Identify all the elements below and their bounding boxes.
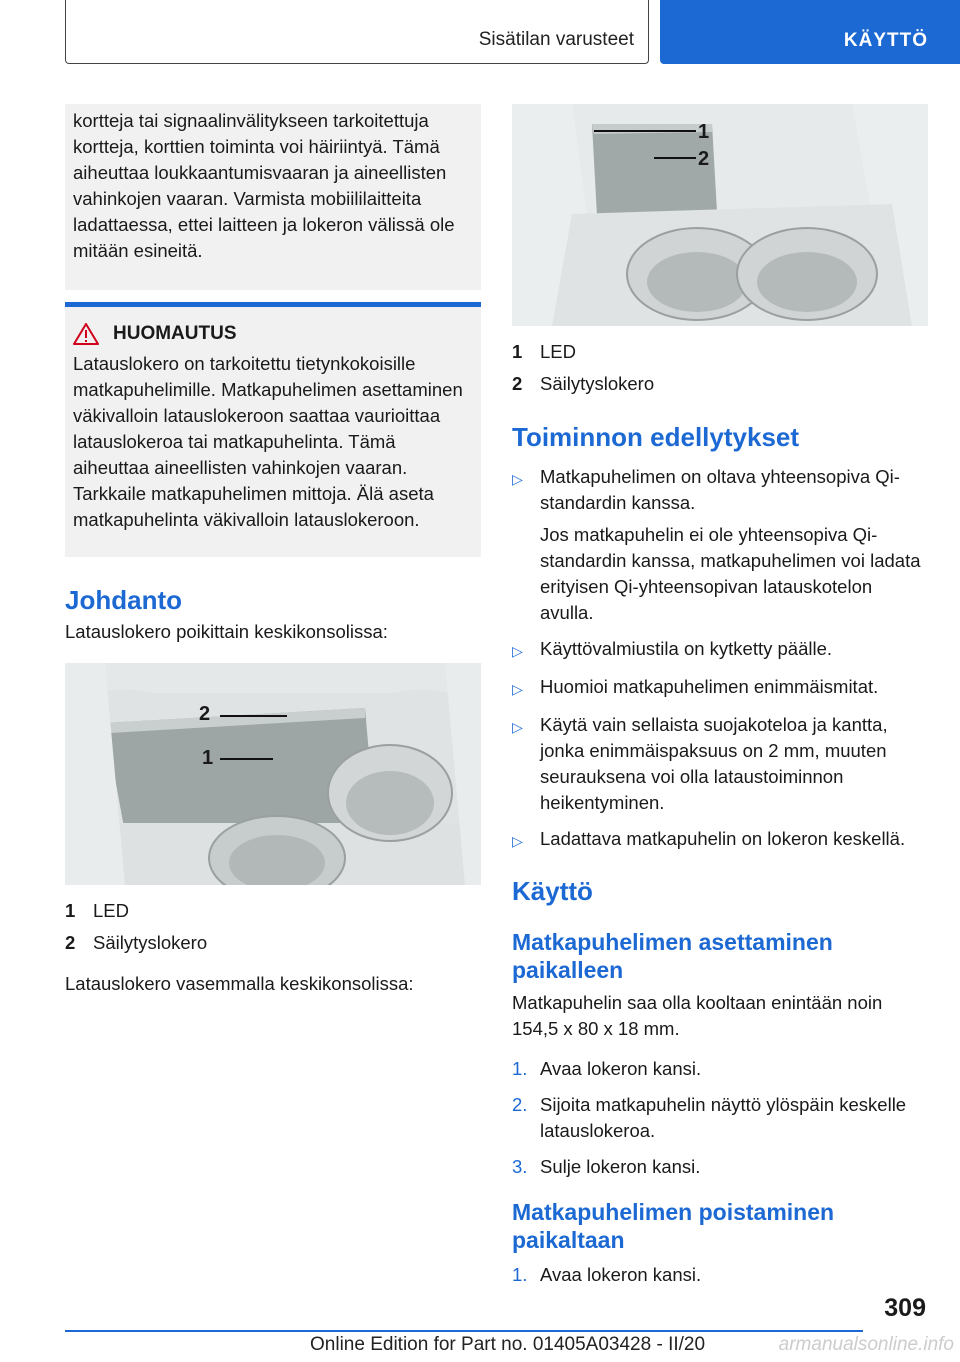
list-item — [512, 674, 928, 702]
notice-text: Latauslokero on tarkoitettu tietynkokoisille matkapuhelimille. Matkapuhelimen asettaminen väkivalloin latauslokeroon saattaa vaurioittaa latauslokeroa tai matkapuhelinta. Tämä aiheuttaa aineellisten vahinkojen vaaran. Tarkkaile matkapuhelimen mittoja. Älä aseta matkapuhelinta väkivalloin latauslokeroon. — [73, 353, 463, 530]
heading-use: Käyttö — [512, 876, 593, 906]
place-steps — [512, 1056, 928, 1180]
step-text: Sijoita matkapuhelin näyttö ylöspäin keskelle latauslokeroa. — [540, 1094, 907, 1141]
photo-label-1: 1 — [698, 121, 710, 143]
remove-steps — [512, 1262, 928, 1288]
triangle-bullet-icon: ▷ — [512, 719, 523, 735]
notice-box — [65, 302, 481, 557]
step-item — [512, 1262, 928, 1288]
photo-label-1: 1 — [202, 747, 214, 769]
legend-num: 1 — [512, 341, 523, 362]
list-item — [512, 712, 928, 816]
legend-item — [512, 336, 928, 368]
console-illustration — [65, 663, 481, 885]
step-item — [512, 1154, 928, 1180]
console-illustration-2 — [512, 104, 928, 326]
section-title: Sisätilan varusteet — [478, 29, 634, 50]
header-section-box — [65, 0, 649, 64]
console-photo-left — [512, 104, 928, 326]
legend-item — [65, 895, 481, 927]
step-num: 3. — [512, 1156, 528, 1177]
triangle-bullet-icon: ▷ — [512, 643, 523, 659]
step-num: 1. — [512, 1264, 528, 1285]
triangle-bullet-icon: ▷ — [512, 833, 523, 849]
right-column — [512, 104, 928, 1298]
legend-text: LED — [93, 900, 129, 921]
list-item-text: Käyttövalmiustila on kytketty päälle. — [540, 638, 833, 659]
triangle-bullet-icon: ▷ — [512, 681, 523, 697]
warning-continuation — [65, 104, 481, 290]
step-item — [512, 1092, 928, 1144]
photo-label-2: 2 — [698, 148, 710, 170]
legend-left — [65, 895, 481, 959]
left-column — [65, 104, 481, 997]
intro-text: Latauslokero poikittain keskikonsolissa: — [65, 621, 388, 642]
legend-right — [512, 336, 928, 400]
step-item — [512, 1056, 928, 1082]
list-item — [512, 636, 928, 664]
list-item-text: Matkapuhelimen on oltava yhteensopiva Qi-standardin kanssa. — [540, 466, 900, 513]
watermark: armanualsonline.info — [778, 1334, 954, 1355]
header-chapter-tab[interactable] — [660, 0, 960, 64]
notice-title: HUOMAUTUS — [113, 323, 237, 344]
step-text: Avaa lokeron kansi. — [540, 1058, 702, 1079]
after-text: Latauslokero vasemmalla keskikonsolissa: — [65, 973, 414, 994]
step-num: 1. — [512, 1058, 528, 1079]
notice-header — [73, 321, 473, 347]
list-item — [512, 464, 928, 626]
legend-item — [65, 927, 481, 959]
legend-text: Säilytyslokero — [93, 932, 208, 953]
photo-label-2: 2 — [199, 703, 211, 725]
step-text: Avaa lokeron kansi. — [540, 1264, 702, 1285]
requirements-list — [512, 464, 928, 854]
legend-item — [512, 368, 928, 400]
step-num: 2. — [512, 1094, 528, 1115]
heading-remove: Matkapuhelimen poistaminen paikaltaan — [512, 1199, 835, 1253]
footer-divider — [65, 1330, 863, 1332]
list-item — [512, 826, 928, 854]
list-item-text: Huomioi matkapuhelimen enimmäismitat. — [540, 676, 879, 697]
legend-text: Säilytyslokero — [540, 373, 655, 394]
heading-place: Matkapuhelimen asettaminen paikalleen — [512, 929, 833, 983]
list-item-subtext: Jos matkapuhelin ei ole yhteensopiva Qi-standardin kanssa, matkapuhelimen voi ladata erityisen Qi-yhteensopivan latauskotelon avulla. — [540, 524, 921, 623]
list-item-text: Ladattava matkapuhelin on lokeron keskellä. — [540, 828, 906, 849]
chapter-title: KÄYTTÖ — [843, 30, 928, 51]
step-text: Sulje lokeron kansi. — [540, 1156, 701, 1177]
heading-johdanto: Johdanto — [65, 585, 182, 615]
legend-num: 2 — [65, 932, 76, 953]
triangle-bullet-icon: ▷ — [512, 471, 523, 487]
legend-num: 2 — [512, 373, 523, 394]
page-number: 309 — [884, 1294, 926, 1322]
heading-requirements: Toiminnon edellytykset — [512, 422, 800, 452]
footer-edition: Online Edition for Part no. 01405A03428 - II/20 — [310, 1334, 706, 1355]
warning-triangle-icon — [73, 323, 99, 345]
list-item-text: Käytä vain sellaista suojakoteloa ja kantta, jonka enimmäispaksuus on 2 mm, muuten seurauksena voi olla lataustoiminnon heikentyminen. — [540, 714, 888, 813]
warning-text: kortteja tai signaalinvälitykseen tarkoitettuja kortteja, korttien toiminta voi häiriintyä. Tämä aiheuttaa loukkaantumisvaaran ja aineellisten vahinkojen vaaran. Varmista mobiililaitteita ladattaessa, ettei laitteen ja lokeron välissä ole mitään esineitä. — [73, 110, 455, 261]
place-intro: Matkapuhelin saa olla kooltaan enintään noin 154,5 x 80 x 18 mm. — [512, 992, 883, 1039]
legend-num: 1 — [65, 900, 76, 921]
legend-text: LED — [540, 341, 576, 362]
console-photo-transverse — [65, 663, 481, 885]
